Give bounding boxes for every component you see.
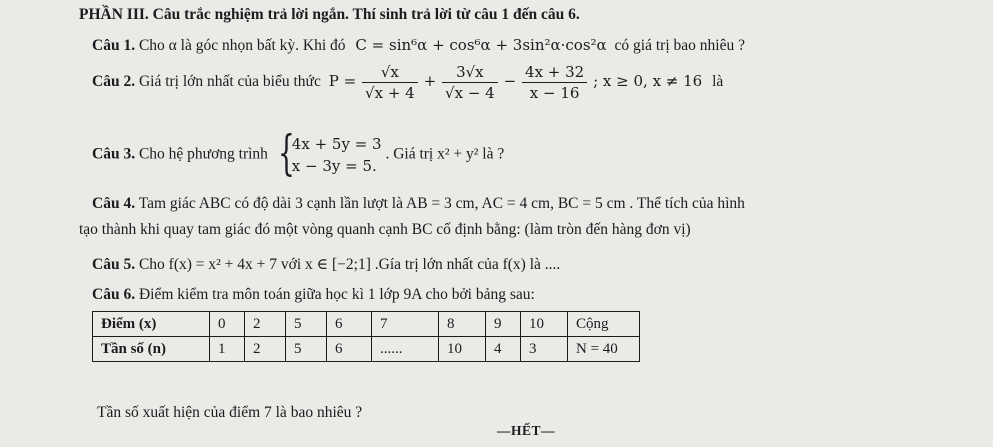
question-6 bbox=[92, 286, 535, 304]
question-2-p: P = bbox=[328, 72, 357, 91]
question-2-text: Giá trị lớn nhất của biểu thức bbox=[138, 73, 321, 91]
table-cell: 9 bbox=[486, 312, 521, 337]
question-1-formula: C = sin⁶α + cos⁶α + 3sin²α·cos²α bbox=[355, 36, 607, 54]
question-2-label: Câu 2. bbox=[92, 73, 136, 91]
table-cell: ...... bbox=[372, 337, 439, 362]
fraction-1 bbox=[362, 62, 418, 103]
frequency-table bbox=[92, 311, 640, 362]
question-4-line-2: tạo thành khi quay tam giác đó một vòng quanh cạnh BC cố định bằng: (làm tròn đến hàng đơn vị) bbox=[79, 221, 691, 238]
question-3-text: Cho hệ phương trình bbox=[138, 145, 268, 163]
table-cell: 6 bbox=[327, 312, 372, 337]
question-1-tail: có giá trị bao nhiêu ? bbox=[614, 37, 745, 54]
table-cell: 10 bbox=[521, 312, 568, 337]
fraction-3 bbox=[522, 62, 587, 103]
table-cell: Tần số (n) bbox=[93, 337, 210, 362]
table-cell: N = 40 bbox=[568, 337, 640, 362]
question-1-label: Câu 1. bbox=[92, 37, 136, 54]
table-cell: 8 bbox=[439, 312, 486, 337]
question-1 bbox=[92, 36, 745, 55]
table-cell: 1 bbox=[210, 337, 245, 362]
fraction-1-denominator: √x + 4 bbox=[365, 84, 415, 102]
end-marker: —HẾT— bbox=[497, 423, 556, 438]
table-row bbox=[93, 337, 640, 362]
table-cell: 2 bbox=[245, 312, 286, 337]
fraction-2-numerator: 3√x bbox=[442, 62, 498, 83]
question-4-label: Câu 4. bbox=[92, 195, 136, 212]
question-5-text: Cho f(x) = x² + 4x + 7 với x ∈ [−2;1] .Gía trị lớn nhất của f(x) là .... bbox=[138, 256, 561, 273]
table-cell: Cộng bbox=[568, 312, 640, 337]
question-3 bbox=[92, 125, 505, 181]
table-cell: Điểm (x) bbox=[93, 312, 210, 337]
fraction-3-numerator: 4x + 32 bbox=[522, 62, 587, 83]
question-5-label: Câu 5. bbox=[92, 256, 136, 273]
question-3-label: Câu 3. bbox=[92, 145, 136, 163]
table-cell: 2 bbox=[245, 337, 286, 362]
table-row bbox=[93, 312, 640, 337]
question-4-line-1 bbox=[92, 195, 745, 213]
table-cell: 6 bbox=[327, 337, 372, 362]
table-cell: 0 bbox=[210, 312, 245, 337]
question-2-condition: ; x ≥ 0, x ≠ 16 bbox=[593, 72, 703, 91]
plus-sign: + bbox=[423, 72, 437, 91]
table-cell: 5 bbox=[286, 337, 327, 362]
brace-icon: { bbox=[277, 125, 295, 181]
question-6-text: Điểm kiểm tra môn toán giữa học kì 1 lớp 9A cho bởi bảng sau: bbox=[138, 286, 535, 303]
table-cell: 3 bbox=[521, 337, 568, 362]
table-cell: 5 bbox=[286, 312, 327, 337]
question-2-tail: là bbox=[712, 73, 724, 91]
equation-1: 4x + 5y = 3 bbox=[291, 135, 382, 153]
fraction-2 bbox=[442, 62, 498, 103]
equation-system bbox=[277, 125, 382, 181]
question-5 bbox=[92, 255, 560, 274]
question-6-label: Câu 6. bbox=[92, 286, 136, 303]
fraction-1-numerator: √x bbox=[362, 62, 418, 83]
section-header: PHẦN III. Câu trắc nghiệm trả lời ngắn. Thí sinh trả lời từ câu 1 đến câu 6. bbox=[79, 6, 580, 23]
table-cell: 10 bbox=[439, 337, 486, 362]
question-3-tail: . Giá trị x² + y² là ? bbox=[385, 145, 505, 163]
table-cell: 4 bbox=[486, 337, 521, 362]
minus-sign: − bbox=[503, 72, 517, 91]
question-2 bbox=[92, 62, 723, 103]
equation-2: x − 3y = 5. bbox=[291, 157, 377, 175]
fraction-2-denominator: √x − 4 bbox=[445, 84, 495, 102]
question-4-text-1: Tam giác ABC có độ dài 3 cạnh lần lượt là AB = 3 cm, AC = 4 cm, BC = 5 cm . Thể tích của hình bbox=[138, 195, 745, 212]
question-1-text: Cho α là góc nhọn bất kỳ. Khi đó bbox=[138, 37, 346, 54]
table-cell: 7 bbox=[372, 312, 439, 337]
question-6-prompt: Tần số xuất hiện của điểm 7 là bao nhiêu ? bbox=[97, 404, 363, 421]
fraction-3-denominator: x − 16 bbox=[529, 84, 580, 102]
